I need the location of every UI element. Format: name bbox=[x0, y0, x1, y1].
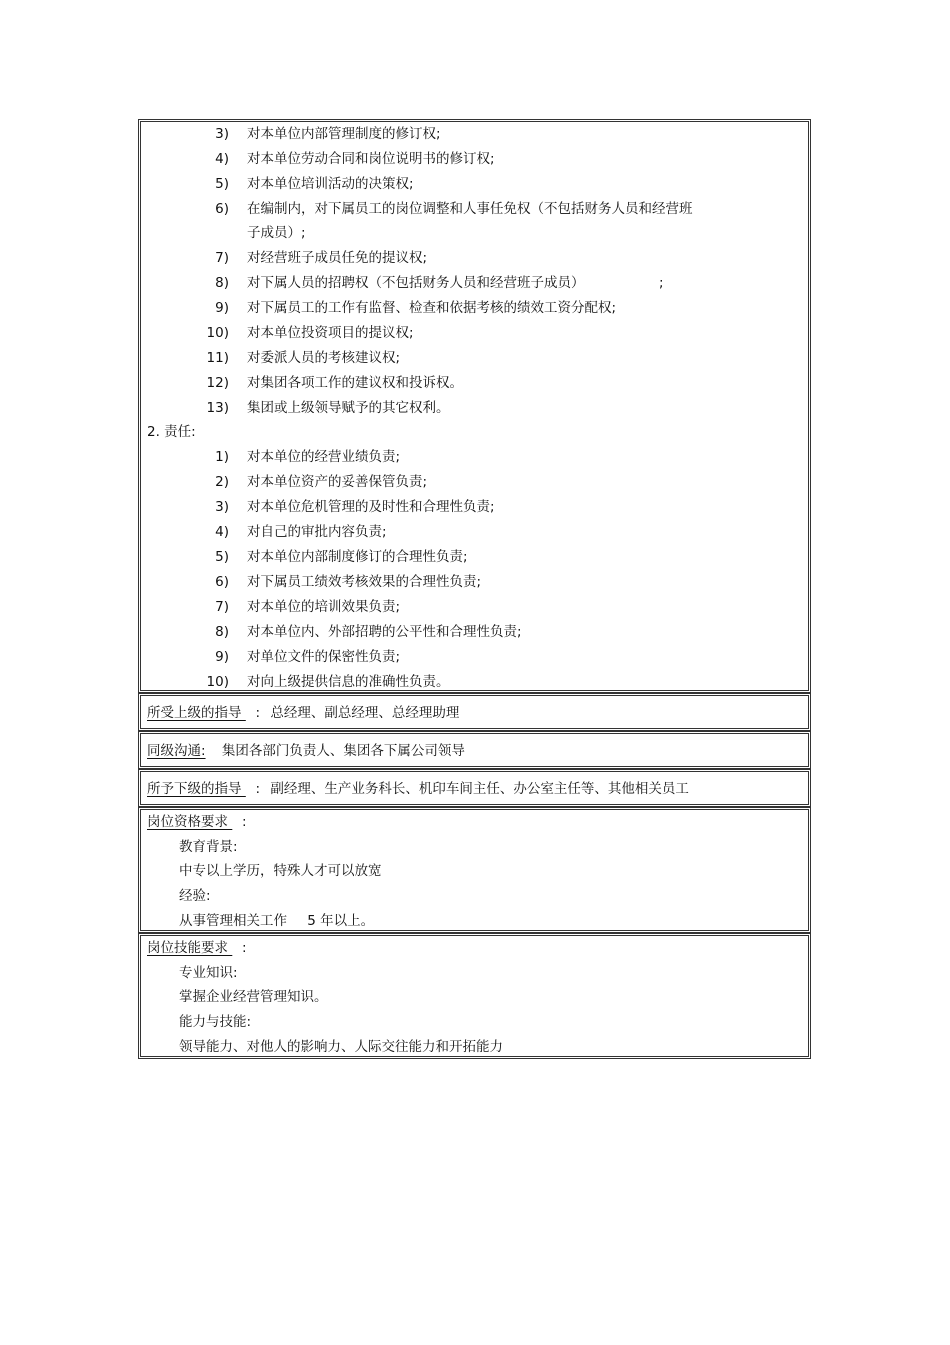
resp-3-text: 对本单位危机管理的及时性和合理性负责; bbox=[247, 499, 495, 515]
right-9-text: 对下属员工的工作有监督、检查和依据考核的绩效工资分配权; bbox=[247, 300, 617, 316]
subordinate-guidance-row bbox=[147, 781, 689, 797]
right-7-number: 7) bbox=[215, 250, 229, 266]
right-11-text: 对委派人员的考核建议权; bbox=[247, 350, 401, 366]
resp-2-number: 2) bbox=[215, 474, 229, 490]
right-11-number: 11) bbox=[206, 350, 229, 366]
experience-value-b: 5 年以上。 bbox=[307, 913, 375, 929]
ability-label: 能力与技能: bbox=[179, 1014, 252, 1030]
superior-guidance-value: 总经理、副总经理、总经理助理 bbox=[270, 705, 460, 721]
resp-1-number: 1) bbox=[215, 449, 229, 465]
peer-communication-section bbox=[138, 731, 811, 769]
experience-value bbox=[179, 913, 374, 929]
skills-label: 岗位技能要求 bbox=[147, 940, 228, 956]
resp-4-number: 4) bbox=[215, 524, 229, 540]
rights-responsibilities-section bbox=[138, 119, 811, 693]
superior-guidance-colon: : bbox=[255, 705, 261, 721]
resp-7-text: 对本单位的培训效果负责; bbox=[247, 599, 401, 615]
responsibility-heading: 2. 责任: bbox=[147, 424, 196, 440]
right-6-text: 在编制内，对下属员工的岗位调整和人事任免权（不包括财务人员和经营班 bbox=[247, 201, 693, 217]
job-description-document bbox=[138, 119, 811, 1059]
qualification-requirements-section bbox=[138, 807, 811, 933]
subordinate-guidance-section bbox=[138, 769, 811, 807]
right-8-text: 对下属人员的招聘权（不包括财务人员和经营班子成员） bbox=[247, 275, 585, 291]
knowledge-label: 专业知识: bbox=[179, 965, 238, 981]
right-4-text: 对本单位劳动合同和岗位说明书的修订权; bbox=[247, 151, 495, 167]
resp-10-number: 10) bbox=[206, 674, 229, 690]
qualification-label: 岗位资格要求 bbox=[147, 814, 228, 830]
resp-8-number: 8) bbox=[215, 624, 229, 640]
right-8-tail: ; bbox=[659, 275, 664, 291]
skills-colon: : bbox=[242, 940, 247, 956]
right-6-number: 6) bbox=[215, 201, 229, 217]
ability-value: 领导能力、对他人的影响力、人际交往能力和开拓能力 bbox=[179, 1039, 503, 1055]
resp-1-text: 对本单位的经营业绩负责; bbox=[247, 449, 401, 465]
superior-guidance-section bbox=[138, 693, 811, 731]
superior-guidance-label: 所受上级的指导 bbox=[147, 705, 242, 721]
knowledge-value: 掌握企业经营管理知识。 bbox=[179, 989, 328, 1005]
skill-requirements-section bbox=[138, 933, 811, 1059]
subordinate-guidance-label: 所予下级的指导 bbox=[147, 781, 242, 797]
education-value: 中专以上学历，特殊人才可以放宽 bbox=[179, 863, 382, 879]
experience-value-a: 从事管理相关工作 bbox=[179, 913, 287, 929]
resp-9-text: 对单位文件的保密性负责; bbox=[247, 649, 401, 665]
right-13-text: 集团或上级领导赋予的其它权利。 bbox=[247, 400, 450, 416]
right-8-number: 8) bbox=[215, 275, 229, 291]
resp-4-text: 对自己的审批内容负责; bbox=[247, 524, 387, 540]
right-10-text: 对本单位投资项目的提议权; bbox=[247, 325, 414, 341]
subordinate-guidance-colon: : bbox=[255, 781, 261, 797]
right-7-text: 对经营班子成员任免的提议权; bbox=[247, 250, 428, 266]
right-13-number: 13) bbox=[206, 400, 229, 416]
qualification-heading bbox=[147, 814, 247, 830]
peer-communication-row bbox=[147, 743, 465, 759]
resp-7-number: 7) bbox=[215, 599, 229, 615]
education-label: 教育背景: bbox=[179, 839, 238, 855]
subordinate-guidance-value: 副经理、生产业务科长、机印车间主任、办公室主任等、其他相关员工 bbox=[270, 781, 689, 797]
right-5-number: 5) bbox=[215, 176, 229, 192]
resp-6-text: 对下属员工绩效考核效果的合理性负责; bbox=[247, 574, 482, 590]
right-12-number: 12) bbox=[206, 375, 229, 391]
right-10-number: 10) bbox=[206, 325, 229, 341]
right-5-text: 对本单位培训活动的决策权; bbox=[247, 176, 414, 192]
resp-6-number: 6) bbox=[215, 574, 229, 590]
skills-heading bbox=[147, 940, 247, 956]
right-3-text: 对本单位内部管理制度的修订权; bbox=[247, 126, 441, 142]
resp-3-number: 3) bbox=[215, 499, 229, 515]
resp-2-text: 对本单位资产的妥善保管负责; bbox=[247, 474, 428, 490]
resp-5-text: 对本单位内部制度修订的合理性负责; bbox=[247, 549, 468, 565]
right-6-text-continued: 子成员）; bbox=[247, 225, 306, 241]
right-12-text: 对集团各项工作的建议权和投诉权。 bbox=[247, 375, 463, 391]
peer-communication-value: 集团各部门负责人、集团各下属公司领导 bbox=[221, 743, 465, 759]
right-4-number: 4) bbox=[215, 151, 229, 167]
resp-8-text: 对本单位内、外部招聘的公平性和合理性负责; bbox=[247, 624, 522, 640]
right-9-number: 9) bbox=[215, 300, 229, 316]
superior-guidance-row bbox=[147, 705, 459, 721]
resp-5-number: 5) bbox=[215, 549, 229, 565]
right-3-number: 3) bbox=[215, 126, 229, 142]
resp-10-text: 对向上级提供信息的准确性负责。 bbox=[247, 674, 450, 690]
qualification-colon: : bbox=[242, 814, 247, 830]
resp-9-number: 9) bbox=[215, 649, 229, 665]
peer-communication-label: 同级沟通: bbox=[147, 743, 206, 759]
experience-label: 经验: bbox=[179, 888, 211, 904]
